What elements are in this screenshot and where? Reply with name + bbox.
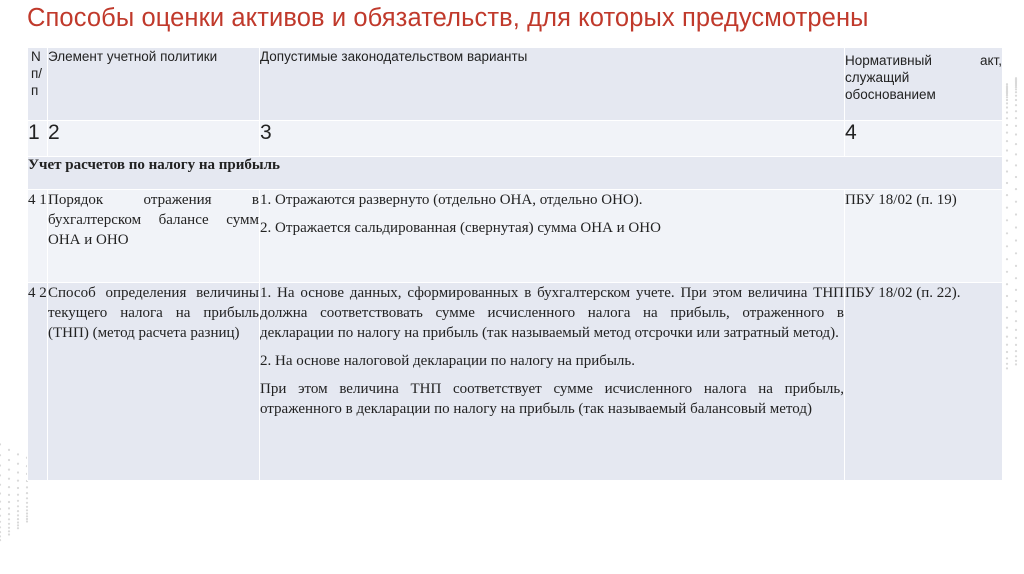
header-act-line2: служащий обоснованием <box>845 70 936 102</box>
row-number: 4 1 <box>28 190 48 283</box>
variant-text: 1. Отражаются развернуто (отдельно ОНА, отдельно ОНО). <box>260 192 643 208</box>
row-number: 4 2 <box>28 283 48 481</box>
header-act <box>845 48 1003 121</box>
header-element: Элемент учетной политики <box>48 48 260 121</box>
row-element: Способ определения величины текущего налога на прибыль (ТНП) (метод расчета разниц) <box>48 283 260 481</box>
row-element: Порядок отражения в бухгалтерском балансе сумм ОНА и ОНО <box>48 190 260 283</box>
column-number: 2 <box>48 121 260 157</box>
table-header-row <box>28 48 1003 121</box>
variant-text: При этом величина ТНП соответствует сумме исчисленного налога на прибыль, отраженного в декларации по налогу на прибыль (так называемый балансовый метод) <box>260 381 844 417</box>
table-row <box>28 190 1003 283</box>
column-number-row <box>28 121 1003 157</box>
header-variants: Допустимые законодательством варианты <box>260 48 845 121</box>
variant-text: 2. На основе налоговой декларации по налогу на прибыль. <box>260 353 636 369</box>
row-variants <box>260 283 845 481</box>
section-title: Учет расчетов по налогу на прибыль <box>28 157 1003 190</box>
variant-text: 1. На основе данных, сформированных в бухгалтерском учете. При этом величина ТНП должна соответствовать сумме исчисленного налога на прибыль, отраженного в декларации по налогу на прибыль (так называемый метод отсрочки или затратный метод). <box>260 285 844 341</box>
column-number: 1 <box>28 121 48 157</box>
row-act: ПБУ 18/02 (п. 22). <box>845 283 1003 481</box>
table-row <box>28 283 1003 481</box>
header-num: N п/ п <box>28 48 48 121</box>
header-act-line1: Нормативный акт, <box>845 53 1002 68</box>
accounting-policy-table <box>27 47 1003 481</box>
column-number: 4 <box>845 121 1003 157</box>
variant-text: 2. Отражается сальдированная (свернутая) сумма ОНА и ОНО <box>260 220 661 236</box>
row-act: ПБУ 18/02 (п. 19) <box>845 190 1003 283</box>
section-row <box>28 157 1003 190</box>
row-variants <box>260 190 845 283</box>
column-number: 3 <box>260 121 845 157</box>
slide-title: Способы оценки активов и обязательств, для которых предусмотрены <box>27 4 869 32</box>
